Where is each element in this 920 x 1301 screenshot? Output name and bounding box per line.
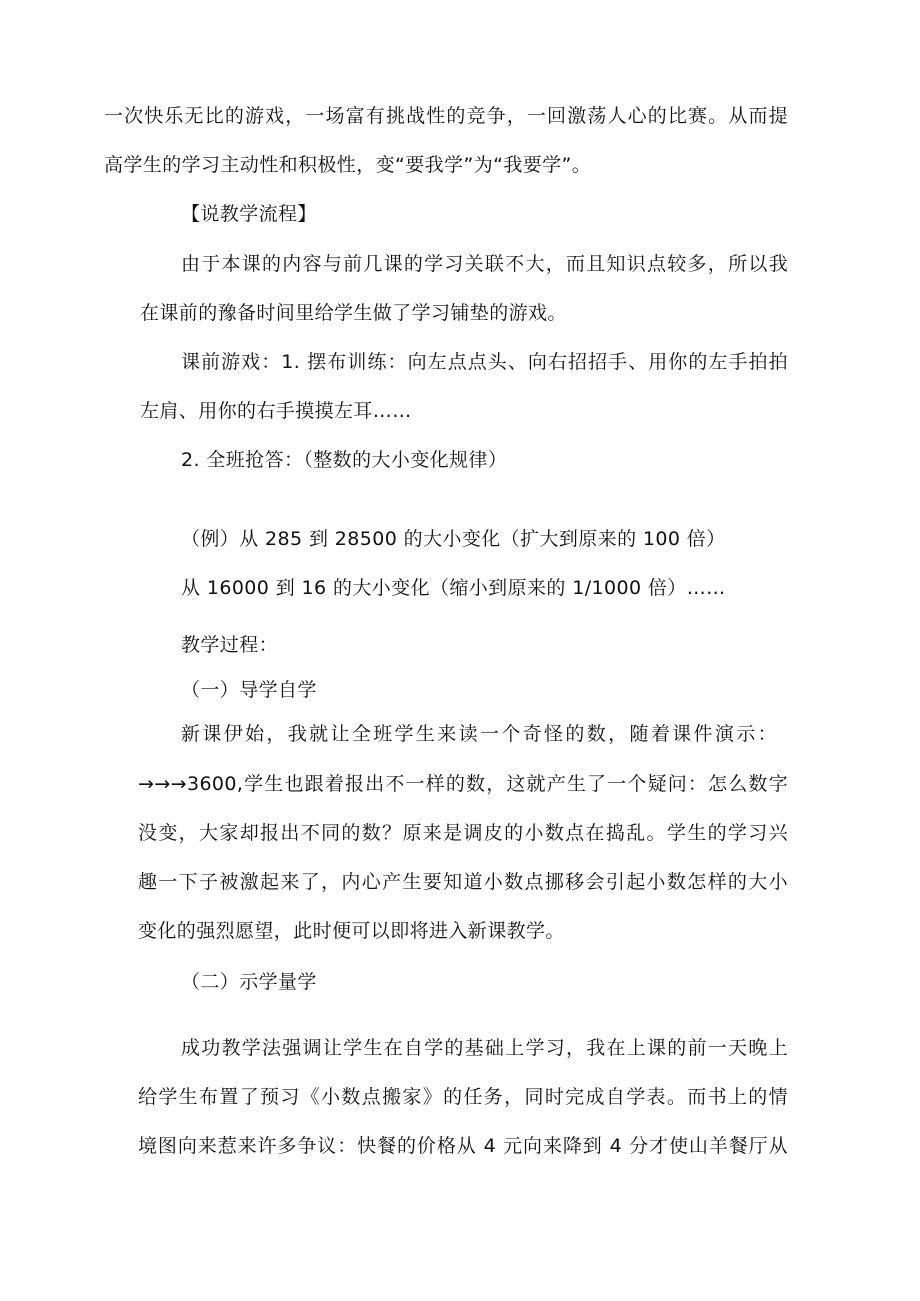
- text-line-8: 2. 全班抢答：（整数的大小变化规律）: [181, 449, 508, 471]
- text-line-2: 高学生的学习主动性和积极性，变“要我学”为“我要学”。: [104, 154, 592, 176]
- text-line-21: 境图向来惹来许多争议：快餐的价格从 4 元向来降到 4 分才使山羊餐厅从: [138, 1135, 788, 1157]
- text-line-9: （例）从 285 到 28500 的大小变化（扩大到原来的 100 倍）: [181, 528, 726, 550]
- text-line-6: 课前游戏：1. 摆布训练：向左点点头、向右招招手、用你的左手拍拍: [181, 351, 788, 373]
- subheading-2: （二）示学量学: [181, 971, 317, 993]
- text-line-15: 没变，大家却报出不同的数？原来是调皮的小数点在捣乱。学生的学习兴: [138, 822, 788, 844]
- text-line-17: 变化的强烈愿望，此时便可以即将进入新课教学。: [138, 920, 565, 942]
- text-line-16: 趣一下子被激起来了，内心产生要知道小数点挪移会引起小数怎样的大小: [138, 871, 788, 893]
- text-line-4: 由于本课的内容与前几课的学习关联不大，而且知识点较多，所以我: [181, 253, 788, 275]
- text-line-14: →→→3600,学生也跟着报出不一样的数，这就产生了一个疑问：怎么数字: [138, 773, 788, 795]
- text-line-20: 给学生布置了预习《小数点搬家》的任务，同时完成自学表。而书上的情: [138, 1086, 788, 1108]
- text-line-7: 左肩、用你的右手摸摸左耳……: [140, 400, 412, 422]
- text-line-13: 新课伊始，我就让全班学生来读一个奇怪的数，随着课件演示：: [181, 723, 777, 745]
- text-line-5: 在课前的豫备时间里给学生做了学习铺垫的游戏。: [140, 302, 567, 324]
- section-heading: 【说教学流程】: [181, 203, 317, 225]
- subheading-1: （一）导学自学: [181, 679, 317, 701]
- text-line-10: 从 16000 到 16 的大小变化（缩小到原来的 1/1000 倍）……: [181, 577, 726, 599]
- text-line-19: 成功教学法强调让学生在自学的基础上学习，我在上课的前一天晚上: [181, 1037, 788, 1059]
- text-line-11: 教学过程：: [181, 634, 279, 656]
- text-line-1: 一次快乐无比的游戏，一场富有挑战性的竞争，一回激荡人心的比赛。从而提: [104, 105, 788, 127]
